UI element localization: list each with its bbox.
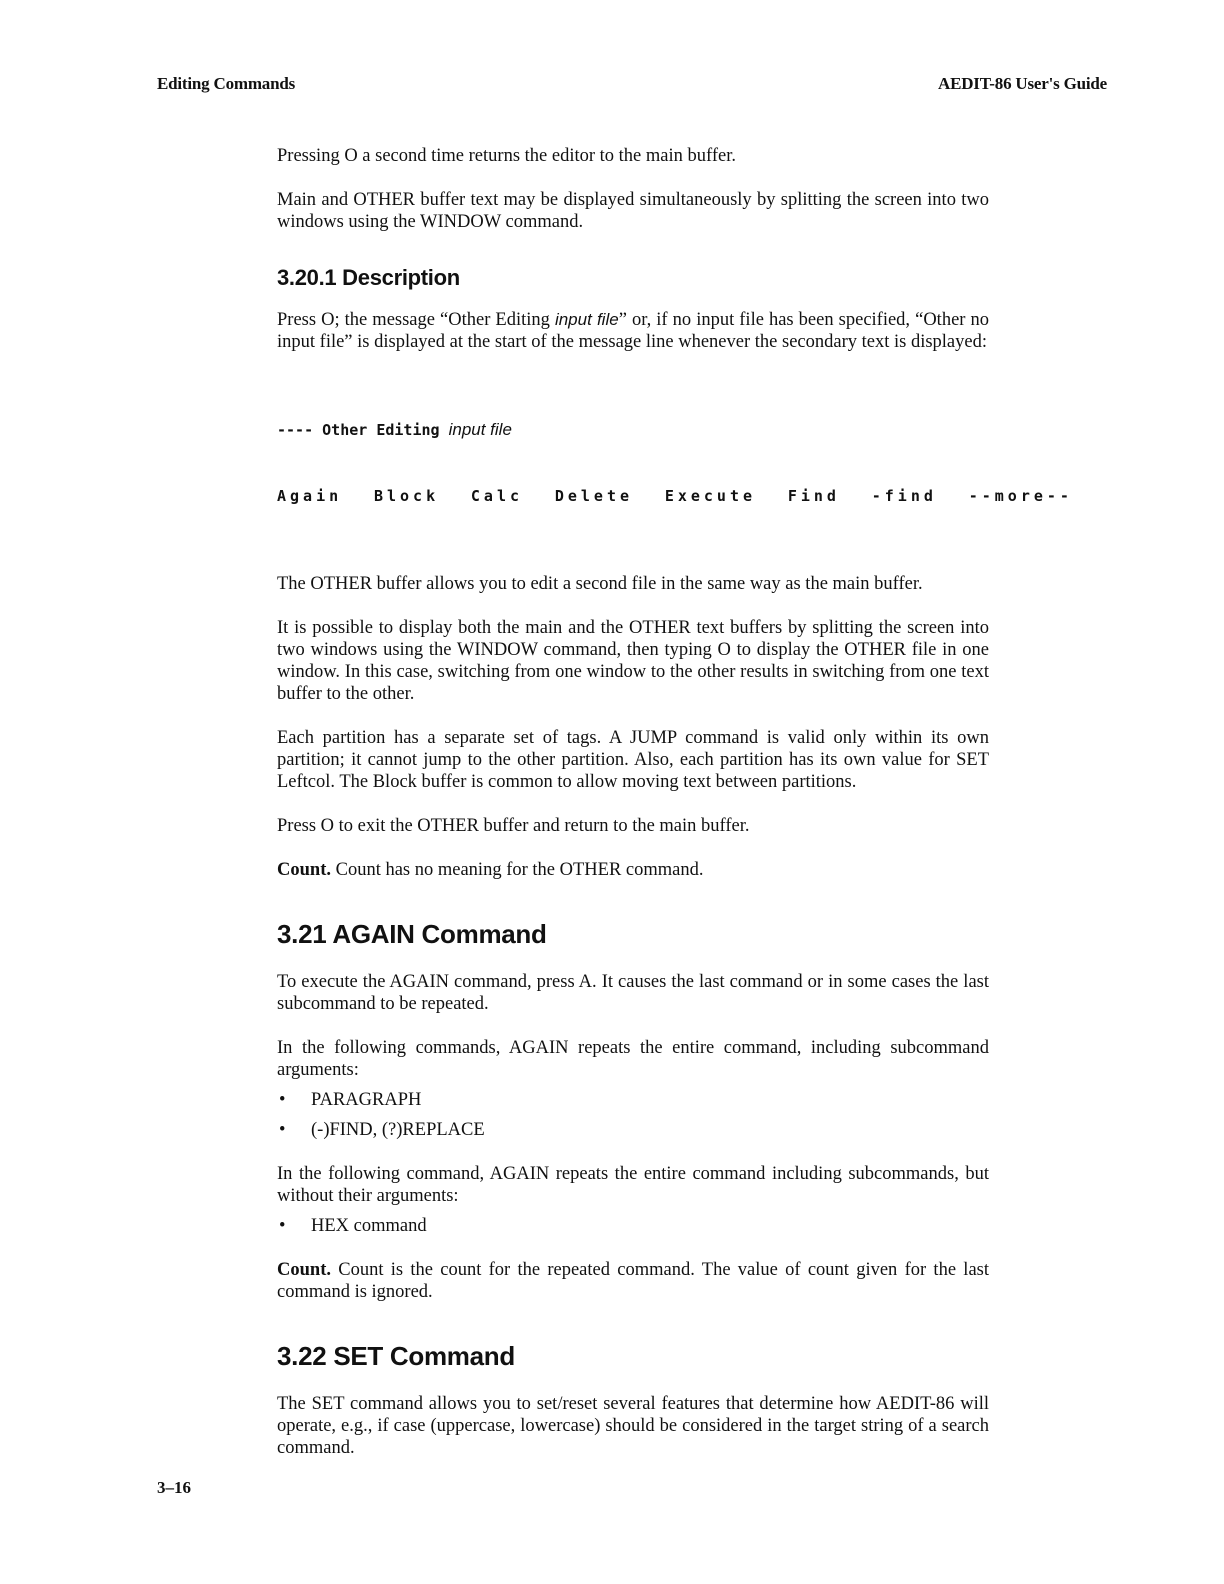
page-number: 3–16 — [157, 1478, 191, 1497]
paragraph-set-1: The SET command allows you to set/reset several features that determine how AEDIT-86 will operate, e.g., if case (uppercase, lowercase) should be considered in the target string of a search command. — [277, 1394, 989, 1458]
screen-command: Again — [277, 487, 343, 505]
count-text: Count has no meaning for the OTHER command. — [330, 860, 704, 880]
paragraph-again-3: In the following command, AGAIN repeats the entire command including subcommands, but without their arguments: — [277, 1164, 989, 1206]
count-text: Count is the count for the repeated command. The value of count given for the last command is ignored. — [277, 1260, 989, 1302]
heading-3-21: 3.21 AGAIN Command — [277, 919, 547, 949]
screen-command: Calc — [470, 487, 524, 505]
page-body — [277, 145, 1073, 1481]
screen-message-line — [277, 419, 989, 441]
bullet-list-again-1 — [277, 1089, 989, 1141]
count-label: Count. — [277, 1260, 331, 1280]
header-section-title: Editing Commands — [157, 74, 296, 93]
screen-message-prefix: ---- Other Editing — [277, 421, 449, 439]
screen-command: Find — [787, 487, 840, 505]
screen-command: Execute — [664, 487, 757, 505]
paragraph-count-again — [277, 1259, 989, 1303]
text-run: ” or, if no input file has been specified, “Other no input file” is displayed at the start of the message line whenever the secondary text is displayed: — [277, 310, 989, 352]
list-item: • PARAGRAPH — [277, 1089, 989, 1111]
heading-3-20-1: 3.20.1 Description — [277, 265, 460, 290]
screen-command: Delete — [554, 487, 634, 505]
paragraph-intro-1: Pressing O a second time returns the editor to the main buffer. — [277, 146, 736, 166]
list-item: • HEX command — [277, 1215, 989, 1237]
paragraph-again-2: In the following commands, AGAIN repeats the entire command, including subcommand arguments: — [277, 1038, 989, 1080]
screen-command: -find — [871, 487, 937, 505]
bullet-list-again-2 — [277, 1215, 989, 1237]
screen-command: --more-- — [968, 487, 1073, 505]
header-book-title: AEDIT-86 User's Guide — [938, 74, 1107, 93]
paragraph-again-1: To execute the AGAIN command, press A. It causes the last command or in some cases the last subcommand to be repeated. — [277, 972, 989, 1014]
running-header — [157, 74, 1107, 94]
paragraph-description-4: Each partition has a separate set of tags. A JUMP command is valid only within its own partition; it cannot jump to the other partition. Also, each partition has its own value for SET Leftcol. The Block buffer is common to allow moving text between partitions. — [277, 728, 989, 792]
italic-input-file: input file — [554, 310, 619, 329]
heading-3-22: 3.22 SET Command — [277, 1341, 515, 1371]
screen-command-line — [277, 485, 1073, 507]
screen-command: Block — [373, 487, 440, 505]
paragraph-description-1 — [277, 309, 989, 353]
screen-message-italic: input file — [448, 420, 512, 439]
text-run: Press O; the message “Other Editing — [277, 310, 555, 330]
list-item: • (-)FIND, (?)REPLACE — [277, 1119, 989, 1141]
paragraph-count-other — [277, 859, 989, 881]
paragraph-description-3: It is possible to display both the main and the OTHER text buffers by splitting the screen into two windows using the WINDOW command, then typing O to display the OTHER file in one window. In this case, switching from one window to the other results in switching from one text buffer to the other. — [277, 618, 989, 704]
paragraph-description-2: The OTHER buffer allows you to edit a second file in the same way as the main buffer. — [277, 574, 923, 594]
count-label: Count. — [277, 860, 331, 880]
paragraph-intro-2: Main and OTHER buffer text may be displayed simultaneously by splitting the screen into two windows using the WINDOW command. — [277, 190, 989, 232]
screen-example — [277, 375, 1073, 551]
paragraph-description-5: Press O to exit the OTHER buffer and return to the main buffer. — [277, 816, 750, 836]
